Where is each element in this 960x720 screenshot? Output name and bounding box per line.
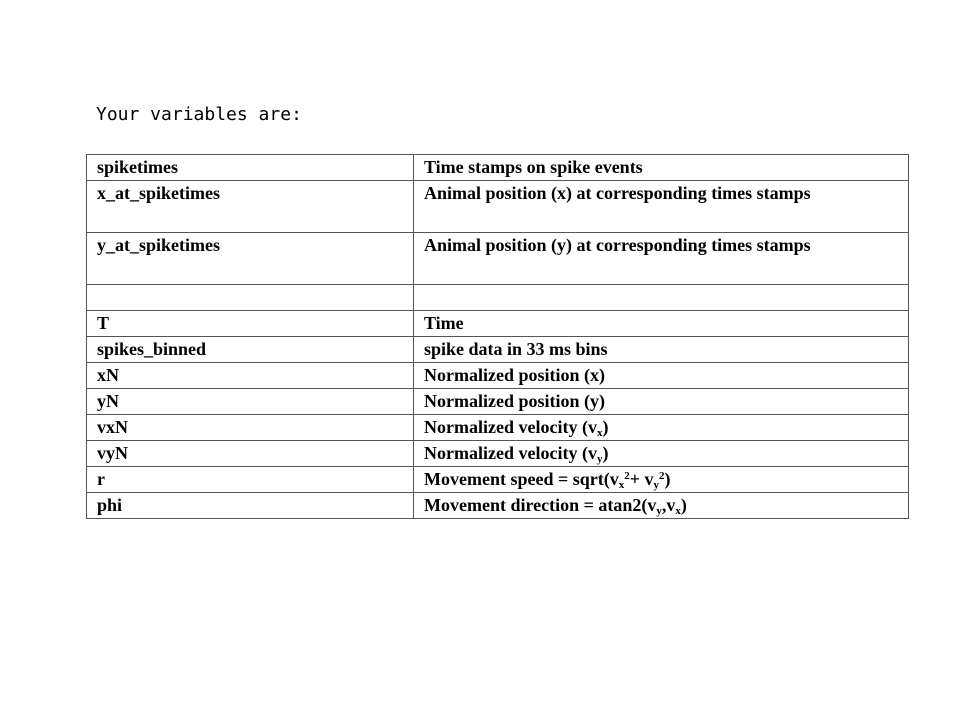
table-row (87, 467, 909, 493)
description-text: Normalized velocity (v (424, 417, 597, 437)
superscript: 2 (659, 470, 665, 482)
variable-name-cell: T (87, 311, 414, 337)
variable-description-cell: Normalized position (x) (414, 363, 909, 389)
subscript: x (596, 427, 603, 439)
description-text: ) (602, 417, 609, 437)
table-row (87, 233, 909, 285)
variable-name-cell: r (87, 467, 414, 493)
table-row (87, 441, 909, 467)
variable-name-cell: x_at_spiketimes (87, 181, 414, 233)
variables-table (86, 154, 909, 519)
description-text: ) (680, 495, 687, 515)
table-row (87, 155, 909, 181)
variable-description-cell (414, 285, 909, 311)
table-row (87, 493, 909, 519)
description-text: Movement direction = atan2(v (424, 495, 657, 515)
subscript: y (653, 479, 659, 491)
subscript: y (596, 453, 603, 465)
table-row (87, 363, 909, 389)
table-row (87, 415, 909, 441)
variable-description-cell (414, 493, 909, 519)
description-text: Movement speed = sqrt(v (424, 469, 619, 489)
variable-description-cell: Time stamps on spike events (414, 155, 909, 181)
table-row (87, 311, 909, 337)
table-row-empty (87, 285, 909, 311)
variable-name-cell: y_at_spiketimes (87, 233, 414, 285)
subscript: x (618, 479, 625, 491)
table-row (87, 337, 909, 363)
variable-description-cell: spike data in 33 ms bins (414, 337, 909, 363)
description-text: ) (602, 443, 609, 463)
variable-name-cell: spiketimes (87, 155, 414, 181)
variable-description-cell: Animal position (y) at corresponding times stamps (414, 233, 909, 285)
description-text: ) (664, 469, 671, 489)
description-text: + v (629, 469, 654, 489)
table-row (87, 389, 909, 415)
description-text: ,v (661, 495, 676, 515)
superscript: 2 (624, 470, 630, 482)
variable-name-cell: vxN (87, 415, 414, 441)
variable-description-cell (414, 415, 909, 441)
variable-name-cell: xN (87, 363, 414, 389)
variable-name-cell: phi (87, 493, 414, 519)
variable-name-cell: spikes_binned (87, 337, 414, 363)
description-text: Normalized velocity (v (424, 443, 597, 463)
variable-name-cell: vyN (87, 441, 414, 467)
variable-description-cell: Time (414, 311, 909, 337)
variable-description-cell: Normalized position (y) (414, 389, 909, 415)
variable-description-cell (414, 441, 909, 467)
table-row (87, 181, 909, 233)
variable-name-cell (87, 285, 414, 311)
subscript: x (675, 505, 681, 517)
variable-description-cell (414, 467, 909, 493)
subscript: y (656, 505, 662, 517)
variable-name-cell: yN (87, 389, 414, 415)
variables-heading: Your variables are: (96, 104, 302, 125)
variable-description-cell: Animal position (x) at corresponding times stamps (414, 181, 909, 233)
